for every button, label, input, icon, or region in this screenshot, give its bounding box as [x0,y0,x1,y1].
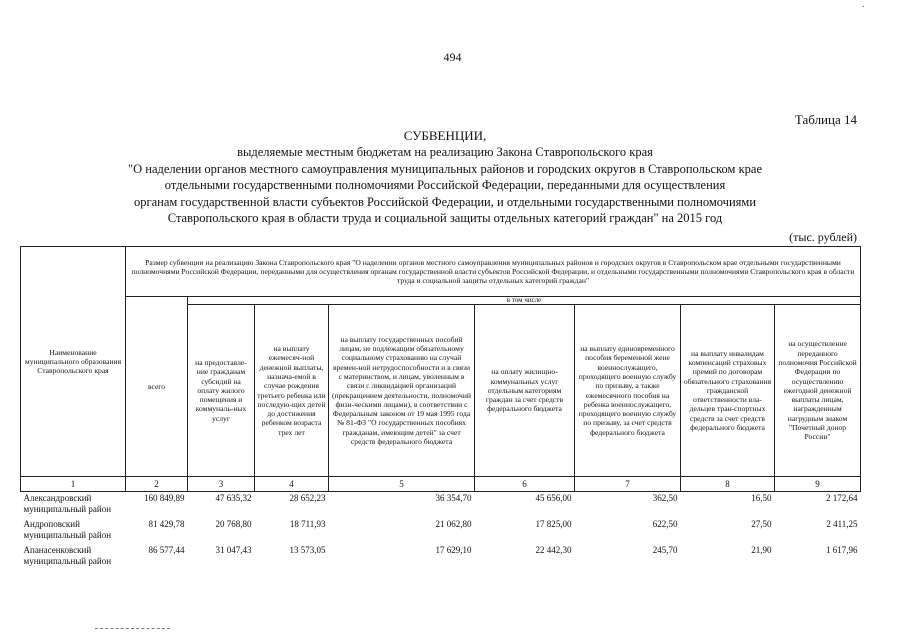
header-top: Размер субвенции на реализацию Закона Ставропольского края "О наделении органов местного самоуправления муниципальных районов и городских округов в Ставропольском крае отдельными государственными полномочиями Российской Федерации, переданными для осуществления органам государственной власти субъектов Российской Федерации, и отдельными государственными полномочиями Ставропольского края в области труда и социальной защиты отдельных категорий граждан" [126,247,861,297]
table-row [21,544,861,570]
row-value: 362,50 [652,493,678,503]
col-number: 2 [126,477,188,492]
row-value: 45 656,00 [535,493,572,503]
document-title [100,128,790,226]
col-number: 5 [329,477,475,492]
row-name: Апанасенковский муниципальный район [23,545,112,566]
row-value: 86 577,44 [148,545,185,555]
row-value: 27,50 [751,519,772,529]
title-line-6: Ставропольского края в области труда и социальной защиты отдельных категорий граждан" на 2015 год [167,211,723,226]
column-numbers-row [21,477,861,492]
col-number: 1 [21,477,126,492]
header-total: всего [126,297,188,477]
page-number: 494 [443,50,462,64]
row-value: 31 047,43 [215,545,252,555]
row-value: 21 062,80 [435,519,472,529]
footer-divider [95,628,170,629]
row-value: 2 411,25 [826,519,858,529]
table-label: Таблица 14 [794,112,857,127]
units-label: (тыс. рублей) [789,230,857,244]
title-line-1: СУБВЕНЦИИ, [403,128,487,143]
header-col-5: на выплату государственных пособий лицам, не подлежащим обязательному социальному страхованию на случай времен-ной нетрудоспособности и в связи с материнством, и лицам, уволенным в связи с ликвидацией организаций (прекращением деятельности, полномочий физи-ческими лицами), в соответствии с Федеральным законом от 19 мая 1995 года № 81-ФЗ "О государственных пособиях гражданам, имеющим детей" за счет средств федерального бюджета [329,305,475,477]
table-row [21,518,861,544]
col-number: 8 [681,477,775,492]
row-value: 160 849,89 [144,493,185,503]
table-row [21,492,861,519]
row-value: 22 442,30 [535,545,572,555]
subsidies-table [20,246,861,570]
row-value: 622,50 [652,519,678,529]
col-number: 4 [255,477,329,492]
title-line-4: отдельными государственными полномочиями Российской Федерации, переданными для осуществления [164,178,726,193]
row-value: 2 172,64 [826,493,858,503]
corner-mark: · [861,2,865,13]
row-value: 13 573,05 [289,545,326,555]
row-value: 17 629,10 [435,545,472,555]
row-value: 16,50 [751,493,772,503]
row-name: Александровский муниципальный район [23,493,112,514]
header-col-8: на выплату инвалидам компенсаций страховых премий по договорам обязательного страхования гражданской ответственности вла-дельцев тран-спортных средств за счет средств федерального бюджета [681,305,775,477]
row-name: Андроповский муниципальный район [23,519,112,540]
title-line-5: органам государственной власти субъектов Российской Федерации, и отдельными государственными полномочиями [133,194,757,209]
title-line-2: выделяемые местным бюджетам на реализацию Закона Ставропольского края [237,145,653,160]
header-including: в том числе [188,297,861,305]
row-value: 28 652,23 [289,493,326,503]
col-number: 3 [188,477,255,492]
col-number: 7 [575,477,681,492]
row-value: 47 635,32 [215,493,252,503]
header-col-7: на выплату единовременного пособия беременной жене военнослужащего, проходящего военную службу по призыву, а также ежемесячного пособия на ребенка военнослужащего, проходящего военную службу по призыву, за счет средств федерального бюджета [575,305,681,477]
row-value: 36 354,70 [435,493,472,503]
col-number: 6 [475,477,575,492]
row-value: 81 429,78 [148,519,185,529]
row-value: 1 617,96 [826,545,858,555]
row-value: 21,90 [751,545,772,555]
row-value: 245,70 [652,545,678,555]
col-number: 9 [775,477,861,492]
row-value: 20 768,80 [215,519,252,529]
header-name-column: Наименование муниципального образования Ставропольского края [21,247,126,477]
header-col-4: на выплату ежемесяч-ной денежной выплаты, назнача-емой в случае рождения третьего ребенка или последую-щих детей до достижения ребенком возраста трех лет [255,305,329,477]
row-value: 18 711,93 [289,519,326,529]
row-value: 17 825,00 [535,519,572,529]
header-col-6: на оплату жилищно-коммунальных услуг отдельным категориям граждан за счет средств федерального бюджета [475,305,575,477]
header-col-3: на предоставле-ние гражданам субсидий на оплату жилого помещения и коммуналь-ных услуг [188,305,255,477]
title-line-3: "О наделении органов местного самоуправления муниципальных районов и городских округов в Ставропольском крае [128,161,762,176]
header-col-9: на осуществление переданного полномочия Российской Федерации по осуществлению ежегодной денежной выплаты лицам, награжденным нагрудным знаком "Почетный донор России" [775,305,861,477]
